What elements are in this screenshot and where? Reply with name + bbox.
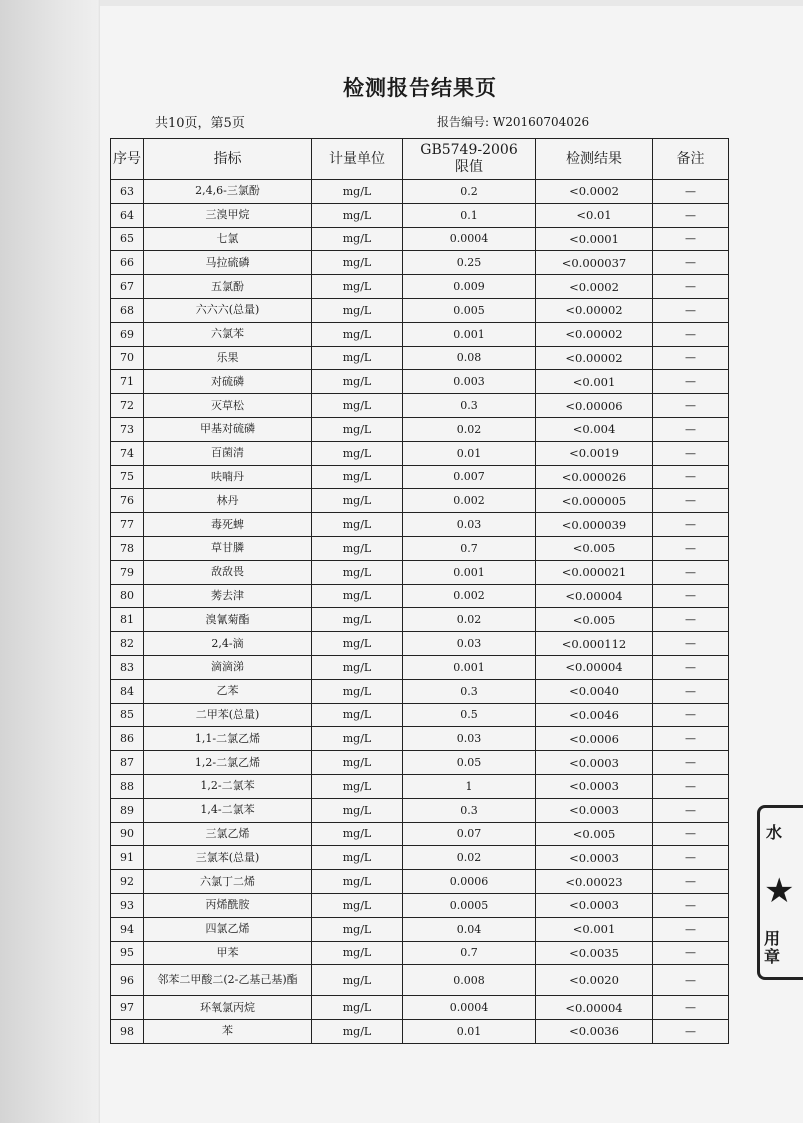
table-row [111,774,729,798]
cell-indicator: 对硫磷 [144,370,312,394]
cell-seq: 90 [111,822,144,846]
cell-indicator: 乐果 [144,346,312,370]
cell-unit: mg/L [312,893,403,917]
cell-result: <0.0046 [536,703,653,727]
stamp-text-bottom: 用章 [764,929,781,966]
header-limit-standard: GB5749-2006 [420,142,518,158]
cell-seq: 97 [111,996,144,1020]
cell-indicator: 环氧氯丙烷 [144,996,312,1020]
cell-unit: mg/L [312,465,403,489]
table-row [111,941,729,965]
cell-unit: mg/L [312,180,403,204]
cell-limit: 0.0004 [403,227,536,251]
cell-seq: 86 [111,727,144,751]
cell-remark: — [653,679,729,703]
cell-limit: 0.2 [403,180,536,204]
cell-unit: mg/L [312,441,403,465]
table-row [111,751,729,775]
table-header-row [111,139,729,180]
cell-limit: 0.002 [403,489,536,513]
cell-indicator: 三溴甲烷 [144,203,312,227]
cell-seq: 85 [111,703,144,727]
cell-indicator: 六氯丁二烯 [144,870,312,894]
cell-seq: 98 [111,1020,144,1044]
cell-limit: 0.005 [403,298,536,322]
table-row [111,584,729,608]
cell-remark: — [653,322,729,346]
cell-unit: mg/L [312,370,403,394]
cell-indicator: 百菌清 [144,441,312,465]
cell-remark: — [653,774,729,798]
cell-seq: 77 [111,513,144,537]
cell-unit: mg/L [312,798,403,822]
cell-seq: 92 [111,870,144,894]
cell-seq: 93 [111,893,144,917]
cell-seq: 63 [111,180,144,204]
cell-indicator: 六六六(总量) [144,298,312,322]
table-row [111,703,729,727]
cell-limit: 0.0005 [403,893,536,917]
cell-result: <0.000039 [536,513,653,537]
cell-result: <0.01 [536,203,653,227]
cell-seq: 69 [111,322,144,346]
cell-remark: — [653,417,729,441]
cell-indicator: 滴滴涕 [144,655,312,679]
cell-result: <0.00004 [536,996,653,1020]
cell-limit: 0.07 [403,822,536,846]
cell-indicator: 甲苯 [144,941,312,965]
cell-unit: mg/L [312,870,403,894]
cell-seq: 94 [111,917,144,941]
cell-limit: 0.001 [403,560,536,584]
cell-result: <0.00006 [536,394,653,418]
cell-remark: — [653,996,729,1020]
cell-seq: 75 [111,465,144,489]
cell-indicator: 1,2-二氯苯 [144,774,312,798]
cell-limit: 0.5 [403,703,536,727]
cell-limit: 0.009 [403,275,536,299]
cell-remark: — [653,703,729,727]
cell-result: <0.000005 [536,489,653,513]
cell-result: <0.0003 [536,798,653,822]
cell-indicator: 莠去津 [144,584,312,608]
table-row [111,370,729,394]
cell-unit: mg/L [312,774,403,798]
cell-result: <0.00002 [536,346,653,370]
cell-remark: — [653,227,729,251]
table-row [111,679,729,703]
cell-unit: mg/L [312,632,403,656]
cell-result: <0.0003 [536,846,653,870]
cell-remark: — [653,893,729,917]
cell-seq: 91 [111,846,144,870]
cell-remark: — [653,275,729,299]
cell-result: <0.00023 [536,870,653,894]
cell-remark: — [653,346,729,370]
header-limit [403,139,536,180]
cell-remark: — [653,251,729,275]
cell-limit: 0.03 [403,632,536,656]
cell-seq: 71 [111,370,144,394]
cell-unit: mg/L [312,322,403,346]
cell-indicator: 1,1-二氯乙烯 [144,727,312,751]
cell-remark: — [653,465,729,489]
table-row [111,180,729,204]
cell-remark: — [653,180,729,204]
cell-remark: — [653,632,729,656]
cell-indicator: 敌敌畏 [144,560,312,584]
cell-limit: 0.05 [403,751,536,775]
cell-remark: — [653,822,729,846]
table-row [111,727,729,751]
cell-indicator: 四氯乙烯 [144,917,312,941]
cell-limit: 0.02 [403,846,536,870]
header-remark: 备注 [653,139,729,180]
cell-unit: mg/L [312,394,403,418]
cell-result: <0.005 [536,822,653,846]
cell-remark: — [653,584,729,608]
cell-unit: mg/L [312,560,403,584]
cell-unit: mg/L [312,227,403,251]
table-row [111,798,729,822]
cell-indicator: 乙苯 [144,679,312,703]
table-row [111,394,729,418]
cell-result: <0.0036 [536,1020,653,1044]
cell-unit: mg/L [312,679,403,703]
cell-result: <0.0003 [536,893,653,917]
cell-remark: — [653,608,729,632]
cell-result: <0.0003 [536,751,653,775]
cell-unit: mg/L [312,536,403,560]
cell-remark: — [653,370,729,394]
table-row [111,655,729,679]
cell-seq: 88 [111,774,144,798]
cell-limit: 0.3 [403,394,536,418]
table-row [111,870,729,894]
page-info: 共10页，第5页 [155,116,245,131]
cell-indicator: 二甲苯(总量) [144,703,312,727]
cell-unit: mg/L [312,584,403,608]
cell-unit: mg/L [312,417,403,441]
cell-seq: 68 [111,298,144,322]
cell-unit: mg/L [312,751,403,775]
cell-remark: — [653,298,729,322]
cell-result: <0.0020 [536,965,653,996]
cell-remark: — [653,751,729,775]
cell-result: <0.0002 [536,275,653,299]
cell-remark: — [653,394,729,418]
cell-limit: 0.08 [403,346,536,370]
table-row [111,251,729,275]
cell-indicator: 甲基对硫磷 [144,417,312,441]
cell-indicator: 草甘膦 [144,536,312,560]
cell-unit: mg/L [312,822,403,846]
table-row [111,465,729,489]
stamp-star-icon: ★ [764,871,795,911]
cell-indicator: 1,2-二氯乙烯 [144,751,312,775]
table-row [111,203,729,227]
cell-limit: 0.01 [403,441,536,465]
cell-seq: 74 [111,441,144,465]
cell-remark: — [653,655,729,679]
cell-unit: mg/L [312,203,403,227]
cell-seq: 82 [111,632,144,656]
cell-seq: 78 [111,536,144,560]
cell-limit: 0.03 [403,513,536,537]
cell-seq: 73 [111,417,144,441]
cell-remark: — [653,441,729,465]
cell-limit: 0.1 [403,203,536,227]
table-row [111,996,729,1020]
cell-seq: 89 [111,798,144,822]
cell-unit: mg/L [312,608,403,632]
cell-limit: 0.3 [403,798,536,822]
table-row [111,536,729,560]
cell-seq: 65 [111,227,144,251]
cell-indicator: 丙烯酰胺 [144,893,312,917]
cell-indicator: 呋喃丹 [144,465,312,489]
cell-result: <0.00004 [536,655,653,679]
cell-unit: mg/L [312,346,403,370]
cell-remark: — [653,941,729,965]
page-top-edge [100,0,803,6]
cell-remark: — [653,1020,729,1044]
cell-remark: — [653,560,729,584]
cell-unit: mg/L [312,513,403,537]
header-limit-label: 限值 [455,159,483,175]
table-row [111,1020,729,1044]
table-row [111,489,729,513]
cell-result: <0.000112 [536,632,653,656]
cell-remark: — [653,870,729,894]
cell-indicator: 2,4-滴 [144,632,312,656]
page-binding-shadow [0,0,100,1123]
cell-indicator: 灭草松 [144,394,312,418]
cell-limit: 1 [403,774,536,798]
table-row [111,632,729,656]
cell-remark: — [653,917,729,941]
cell-indicator: 苯 [144,1020,312,1044]
table-row [111,965,729,996]
cell-indicator: 三氯乙烯 [144,822,312,846]
cell-unit: mg/L [312,703,403,727]
cell-indicator: 林丹 [144,489,312,513]
cell-result: <0.0006 [536,727,653,751]
cell-limit: 0.01 [403,1020,536,1044]
table-row [111,608,729,632]
cell-result: <0.000021 [536,560,653,584]
cell-seq: 70 [111,346,144,370]
cell-unit: mg/L [312,917,403,941]
cell-seq: 66 [111,251,144,275]
cell-limit: 0.04 [403,917,536,941]
cell-unit: mg/L [312,846,403,870]
cell-result: <0.0019 [536,441,653,465]
cell-result: <0.00004 [536,584,653,608]
cell-indicator: 2,4,6-三氯酚 [144,180,312,204]
cell-seq: 96 [111,965,144,996]
cell-result: <0.0035 [536,941,653,965]
table-body [111,180,729,1044]
cell-limit: 0.008 [403,965,536,996]
table-row [111,227,729,251]
cell-limit: 0.001 [403,655,536,679]
cell-limit: 0.002 [403,584,536,608]
cell-result: <0.001 [536,917,653,941]
table-row [111,275,729,299]
cell-limit: 0.003 [403,370,536,394]
cell-limit: 0.7 [403,536,536,560]
cell-limit: 0.3 [403,679,536,703]
cell-result: <0.004 [536,417,653,441]
cell-result: <0.001 [536,370,653,394]
cell-result: <0.0040 [536,679,653,703]
cell-unit: mg/L [312,275,403,299]
table-row [111,560,729,584]
header-unit: 计量单位 [312,139,403,180]
cell-seq: 83 [111,655,144,679]
cell-unit: mg/L [312,655,403,679]
cell-seq: 79 [111,560,144,584]
cell-limit: 0.0006 [403,870,536,894]
cell-limit: 0.001 [403,322,536,346]
cell-result: <0.000026 [536,465,653,489]
cell-indicator: 七氯 [144,227,312,251]
cell-indicator: 六氯苯 [144,322,312,346]
cell-remark: — [653,846,729,870]
cell-seq: 67 [111,275,144,299]
header-seq: 序号 [111,139,144,180]
table-row [111,513,729,537]
table-row [111,298,729,322]
cell-seq: 81 [111,608,144,632]
cell-result: <0.00002 [536,322,653,346]
cell-remark: — [653,203,729,227]
cell-limit: 0.007 [403,465,536,489]
cell-result: <0.00002 [536,298,653,322]
cell-unit: mg/L [312,489,403,513]
table-row [111,917,729,941]
stamp-text-top: 水 [766,823,783,842]
cell-indicator: 1,4-二氯苯 [144,798,312,822]
table-row [111,417,729,441]
cell-indicator: 五氯酚 [144,275,312,299]
table-row [111,893,729,917]
cell-result: <0.000037 [536,251,653,275]
cell-seq: 80 [111,584,144,608]
cell-seq: 72 [111,394,144,418]
cell-indicator: 三氯苯(总量) [144,846,312,870]
cell-remark: — [653,489,729,513]
cell-limit: 0.03 [403,727,536,751]
cell-indicator: 马拉硫磷 [144,251,312,275]
cell-unit: mg/L [312,298,403,322]
cell-indicator: 溴氰菊酯 [144,608,312,632]
cell-result: <0.005 [536,536,653,560]
cell-result: <0.0002 [536,180,653,204]
report-title: 检测报告结果页 [343,75,497,100]
cell-unit: mg/L [312,1020,403,1044]
cell-unit: mg/L [312,251,403,275]
cell-unit: mg/L [312,727,403,751]
table-row [111,441,729,465]
report-number: 报告编号: W20160704026 [437,115,590,129]
cell-indicator: 邻苯二甲酸二(2-乙基己基)酯 [144,965,312,996]
cell-seq: 87 [111,751,144,775]
cell-indicator: 毒死蜱 [144,513,312,537]
cell-result: <0.0003 [536,774,653,798]
cell-remark: — [653,798,729,822]
table-row [111,322,729,346]
table-row [111,822,729,846]
cell-unit: mg/L [312,941,403,965]
cell-remark: — [653,536,729,560]
cell-seq: 76 [111,489,144,513]
header-indicator: 指标 [144,139,312,180]
cell-unit: mg/L [312,996,403,1020]
cell-limit: 0.7 [403,941,536,965]
results-table [110,138,729,1044]
table-row [111,846,729,870]
cell-result: <0.0001 [536,227,653,251]
cell-limit: 0.25 [403,251,536,275]
cell-limit: 0.0004 [403,996,536,1020]
cell-limit: 0.02 [403,608,536,632]
cell-seq: 95 [111,941,144,965]
cell-seq: 64 [111,203,144,227]
cell-remark: — [653,727,729,751]
cell-remark: — [653,513,729,537]
cell-remark: — [653,965,729,996]
cell-unit: mg/L [312,965,403,996]
table-row [111,346,729,370]
cell-result: <0.005 [536,608,653,632]
cell-seq: 84 [111,679,144,703]
header-result: 检测结果 [536,139,653,180]
cell-limit: 0.02 [403,417,536,441]
